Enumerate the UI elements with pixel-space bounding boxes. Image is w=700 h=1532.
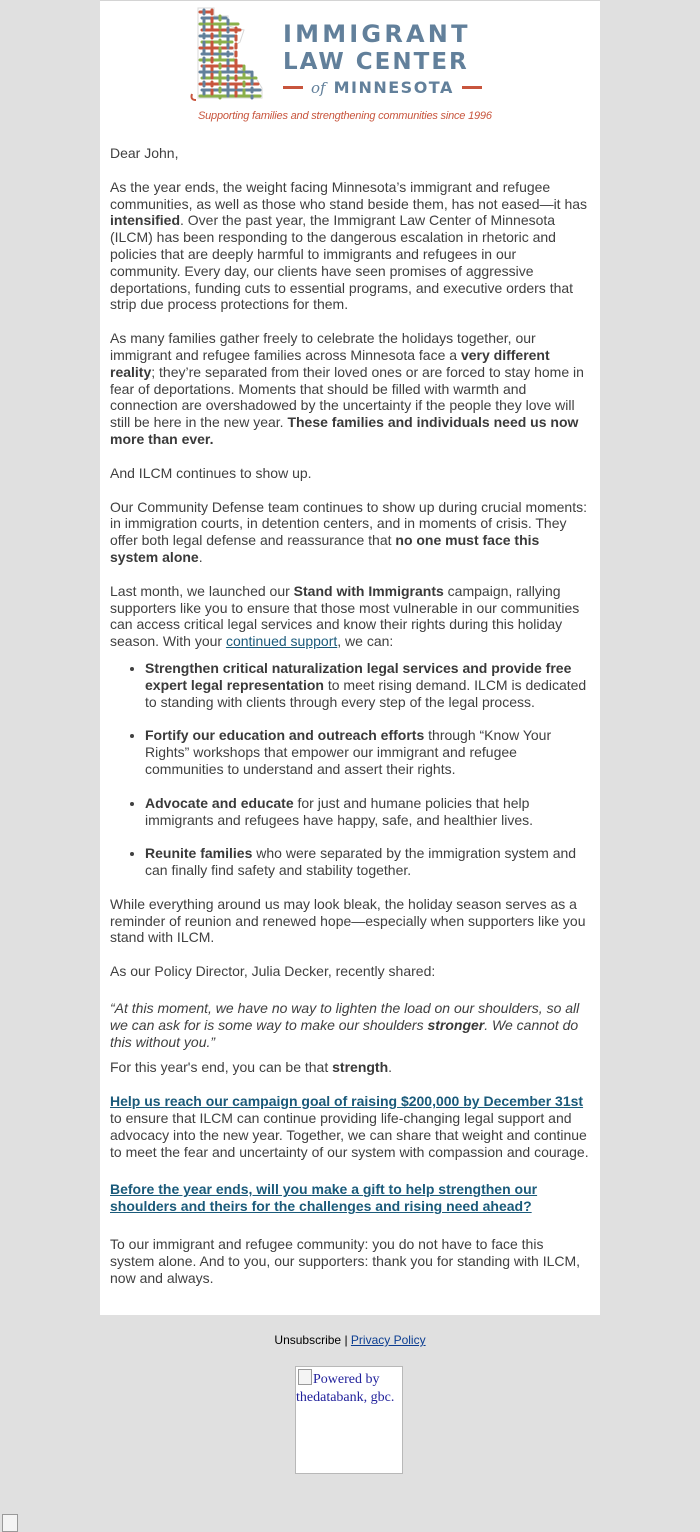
powered-by-badge[interactable] [295,1366,403,1474]
broken-image-icon [298,1369,312,1385]
bold-text: Advocate and educate [145,794,294,811]
bold-text: Fortify our education and outreach efforts [145,727,425,744]
bold-text: Stand with Immigrants [293,582,444,599]
logo-tagline: Supporting families and strengthening communities since 1996 [198,110,492,122]
text: Our Community Defense team continues to show up during crucial moments: in immigration courts, in detention centers, and in moments of crisis. They offer both legal defense and reassurance that [110,498,587,549]
logo-word-minnesota: MINNESOTA [333,78,454,97]
footer-separator: | [341,1333,351,1347]
text: As the year ends, the weight facing Minnesota’s immigrant and refugee communities, as well as those who stand beside them, has not eased—it has [110,178,588,212]
ilcm-logo[interactable] [188,6,518,128]
unsubscribe-link[interactable]: Unsubscribe [274,1333,342,1347]
powered-by-alt-text: Powered by thedatabank, gbc. [296,1372,395,1405]
logo-word-immigrant: IMMIGRANT [283,20,471,48]
email-card [100,0,600,1315]
text: to ensure that ILCM can continue providing life-changing legal support and advocacy into the new year. Together, we can share that weight and continue to meet the fear and uncertainty of our system with compassion and courage. [110,1110,589,1160]
text: Last month, we launched our [110,582,294,599]
text: through “Know Your Rights” workshops that empower our immigrant and refugee communities to understand and assert their rights. [145,727,552,777]
bold-text: no one must face this system alone [110,532,540,565]
campaign-goal-link[interactable]: Help us reach our campaign goal of raising $200,000 by December 31st [110,1093,584,1110]
bold-text: very different reality [110,346,550,380]
paragraph-hope: While everything around us may look bleak, the holiday season serves as a reminder of reunion and renewed hope—especially when supporters like you stand with ILCM. [110,895,586,946]
continued-support-link[interactable]: continued support [225,633,338,650]
list-item [145,660,590,710]
logo-word-law-center: LAW CENTER [283,49,469,75]
broken-image-icon [2,1514,18,1532]
list-item [145,845,590,879]
logo-dash-right [462,86,482,89]
letter-body [110,145,590,1303]
text: For this year's end, you can be that [110,1059,333,1076]
text: for just and humane policies that help immigrants and refugees have happy, safe, and healthier lives. [145,794,534,828]
paragraph-campaign [110,583,590,650]
bold-text: Strengthen critical naturalization legal services and provide free expert legal representation [145,659,572,693]
text: As many families gather freely to celebrate the holidays together, our immigrant and refugee families across Minnesota face a [110,330,536,363]
paragraph-policy-director: As our Policy Director, Julia Decker, recently shared: [110,963,436,980]
text: who were separated by the immigration system and can finally find safety and stability together. [145,845,577,879]
logo-wordmark [283,20,518,97]
paragraph-show-up: And ILCM continues to show up. [110,464,312,481]
text: campaign, rallying supporters like you to ensure that those most vulnerable in our communities can access critical legal services and know their rights during this holiday season. With your [110,582,580,650]
paragraph-holidays [110,330,590,448]
text: . Over the past year, the Immigrant Law Center of Minnesota (ILCM) has been responding to the dangerous escalation in rhetoric and policies that are deeply harmful to immigrants and refugees in our community. Every day, our clients have seen promises of aggressive deportations, funding cuts to essential programs, and executive orders that strip due process protections for them. [110,212,574,313]
paragraph-intro [110,179,590,313]
text: ; they’re separated from their loved ones or are forced to stay home in fear of deportations. Moments that should be filled with warmth and connection are overshadowed by the uncertainty if the people they love will still be here in the new year. [110,363,584,431]
paragraph-gift [110,1181,590,1215]
paragraph-community-defense [110,499,590,566]
logo-word-of: of [311,78,326,97]
bold-text: These families and individuals need us now more than ever. [110,414,579,447]
make-gift-link[interactable]: Before the year ends, will you make a gift to help strengthen our shoulders and theirs for the challenges and rising need ahead? [110,1181,538,1215]
text: to meet rising demand. ILCM is dedicated to standing with clients through every step of the legal process. [145,676,587,710]
paragraph-goal [110,1093,590,1160]
paragraph-closing: To our immigrant and refugee community: you do not have to face this system alone. And to you, our supporters: thank you for standing with ILCM, now and always. [110,1236,581,1286]
logo-dash-left [283,86,303,89]
bold-text: intensified [110,212,181,229]
text: , we can: [337,633,394,650]
logo-word-minnesota-row [283,78,518,97]
text: . [388,1059,393,1076]
bold-text: strength [332,1059,389,1076]
privacy-policy-link[interactable]: Privacy Policy [350,1333,426,1347]
list-item [145,795,590,829]
bold-text: stronger [427,1016,485,1033]
minnesota-weave-icon [188,6,288,102]
greeting: Dear John, [110,145,179,161]
text: . We cannot do this without you.” [110,1016,579,1050]
action-list [110,660,590,879]
footer-links [0,1333,700,1347]
text: “At this moment, we have no way to lighten the load on our shoulders, so all we can ask for is some way to make our shoulders [110,1000,580,1033]
bold-text: Reunite families [145,845,253,862]
policy-director-quote [110,1000,590,1050]
list-item [145,727,590,777]
text: . [198,548,203,565]
paragraph-strength [110,1059,590,1076]
